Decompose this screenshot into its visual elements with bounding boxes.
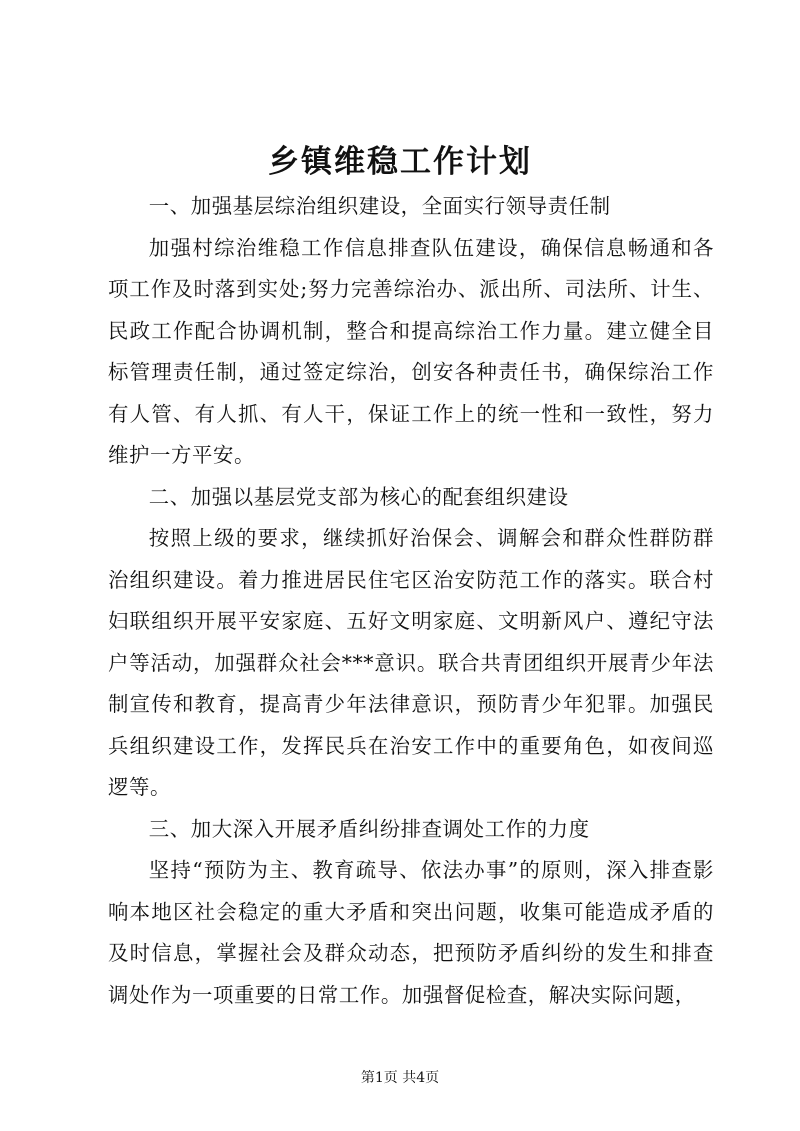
section-heading-1: 一、加强基层综治组织建设，全面实行领导责任制	[148, 194, 611, 218]
document-title: 乡镇维稳工作计划	[268, 144, 532, 180]
document-body	[108, 186, 714, 1016]
section-heading-2: 二、加强以基层党支部为核心的配套组织建设	[148, 484, 569, 509]
section-paragraph-3: 坚持“预防为主、教育疏导、依法办事”的原则，深入排查影响本地区社会稳定的重大矛盾和突出问题，收集可能造成矛盾的及时信息，掌握社会及群众动态，把预防矛盾纠纷的发生和排查调处作为一项重要的日常工作。加强督促检查，解决实际问题，	[108, 858, 714, 1007]
section-paragraph-2: 按照上级的要求，继续抓好治保会、调解会和群众性群防群治组织建设。着力推进居民住宅区治安防范工作的落实。联合村妇联组织开展平安家庭、五好文明家庭、文明新风户、遵纪守法户等活动，加强群众社会***意识。联合共青团组织开展青少年法制宣传和教育，提高青少年法律意识，预防青少年犯罪。加强民兵组织建设工作，发挥民兵在治安工作中的重要角色，如夜间巡逻等。	[108, 526, 714, 799]
section-heading-3: 三、加大深入开展矛盾纠纷排查调处工作的力度	[148, 816, 590, 841]
page-footer: 第1页 共4页	[360, 1070, 440, 1086]
section-paragraph-1: 加强村综治维稳工作信息排查队伍建设，确保信息畅通和各项工作及时落到实处;努力完善综治办、派出所、司法所、计生、民政工作配合协调机制，整合和提高综治工作力量。建立健全目标管理责任制，通过签定综治，创安各种责任书，确保综治工作有人管、有人抓、有人干，保证工作上的统一性和一致性，努力维护一方平安。	[108, 235, 714, 467]
